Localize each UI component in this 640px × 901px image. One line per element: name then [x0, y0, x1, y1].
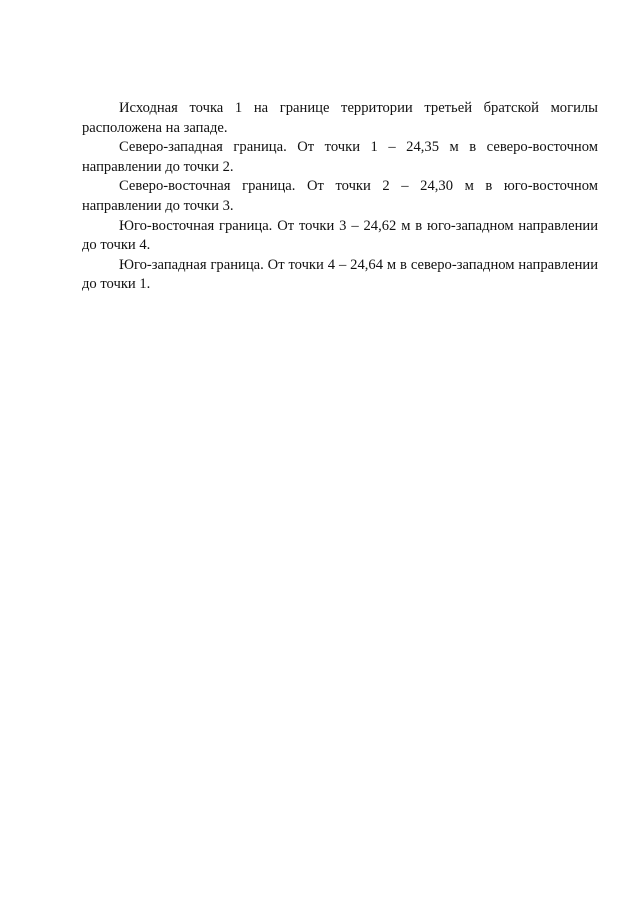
- paragraph-northeast-boundary: Северо-восточная граница. От точки 2 – 24,30 м в юго-восточном направлении до точки 3.: [82, 178, 598, 214]
- boundary-description: [82, 99, 598, 295]
- paragraph-southeast-boundary: Юго-восточная граница. От точки 3 – 24,62 м в юго-западном направлении до точки 4.: [82, 217, 598, 254]
- paragraph-start-point: Исходная точка 1 на границе территории третьей братской могилы расположена на западе.: [82, 100, 598, 136]
- paragraph-southwest-boundary: Юго-западная граница. От точки 4 – 24,64 м в северо-западном направлении до точки 1.: [82, 256, 598, 293]
- paragraph-northwest-boundary: Северо-западная граница. От точки 1 – 24,35 м в северо-восточном направлении до точки 2.: [82, 139, 598, 175]
